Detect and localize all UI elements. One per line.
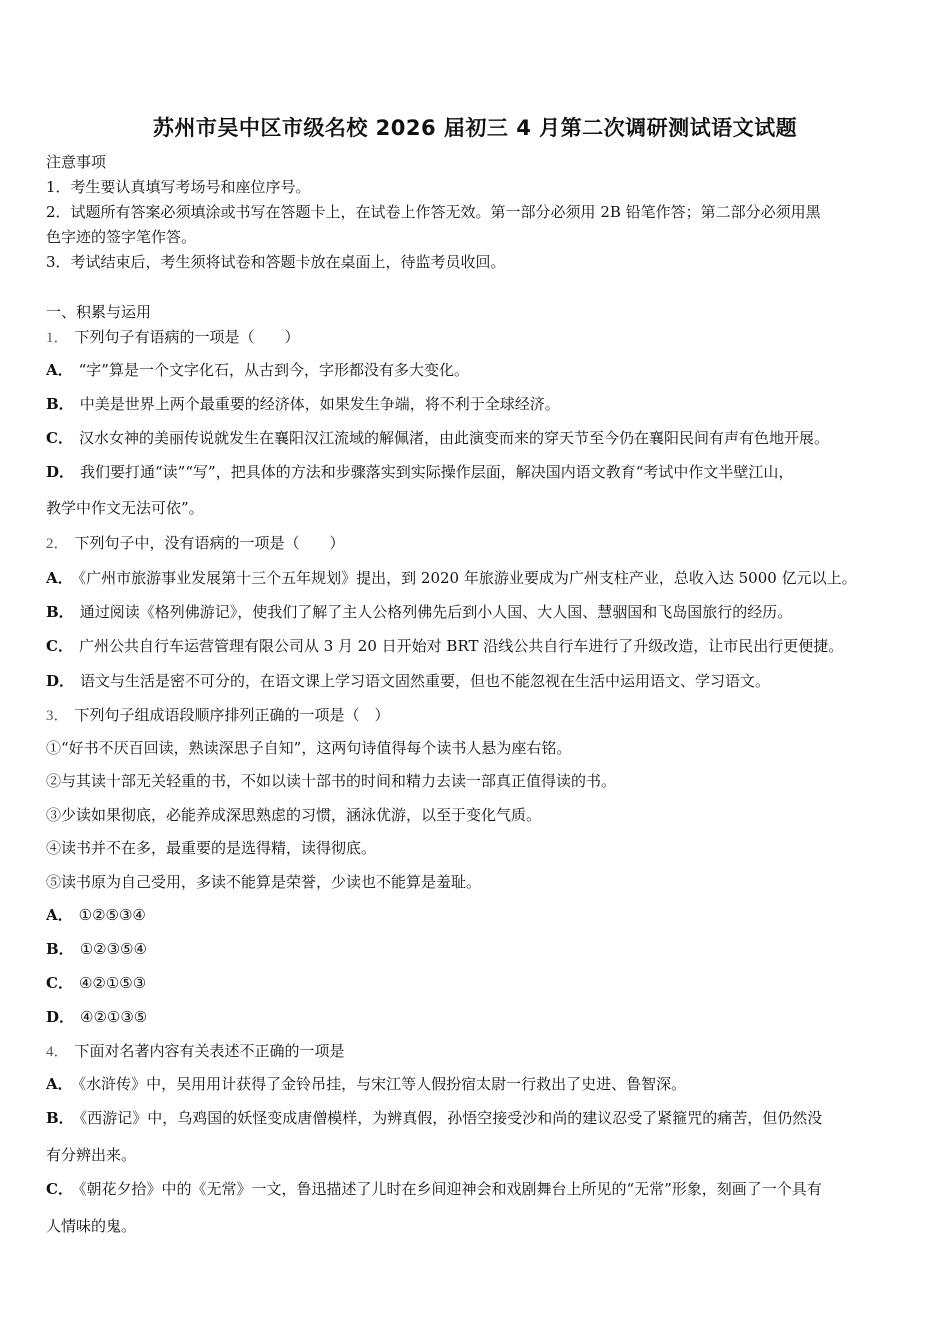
notice-item: 色字迹的签字笔作答。 xyxy=(46,228,197,246)
q4-option-b xyxy=(46,1108,908,1128)
option-text: 我们要打通“读”“写”，把具体的方法和步骤落实到实际操作层面，解决国内语文教育“考试中作文半壁江山， xyxy=(80,463,794,481)
option-label: D． xyxy=(46,463,75,481)
option-label: A． xyxy=(46,1075,73,1093)
question-number: 1． xyxy=(46,330,69,346)
option-text: 通过阅读《格列佛游记》，使我们了解了主人公格列佛先后到小人国、大人国、慧骃国和飞岛国旅行的经历。 xyxy=(79,603,793,621)
question-4-stem xyxy=(46,1041,908,1062)
q1-option-c xyxy=(46,428,908,448)
notice-item: 2．试题所有答案必须填涂或书写在答题卡上，在试卷上作答无效。第一部分必须用 2B 铅笔作答；第二部分必须用黑 xyxy=(46,203,821,221)
option-label: C． xyxy=(46,429,73,447)
question-text: 下列句子中，没有语病的一项是（ ） xyxy=(74,534,345,552)
option-label: B． xyxy=(46,395,74,413)
notice-heading: 注意事项 xyxy=(46,153,107,171)
option-text: 《广州市旅游事业发展第十三个五年规划》提出，到 2020 年旅游业要成为广州支柱产业，总收入达 5000 亿元以上。 xyxy=(78,569,857,587)
question-number: 2． xyxy=(46,536,69,552)
option-text: ①②③⑤④ xyxy=(79,940,147,958)
option-text: ①②⑤③④ xyxy=(78,906,146,924)
page-title: 苏州市吴中区市级名校 2026 届初三 4 月第二次调研测试语文试题 xyxy=(152,116,798,140)
q2-option-d xyxy=(46,671,908,691)
option-label: C． xyxy=(46,1180,73,1198)
question-text: 下列句子组成语段顺序排列正确的一项是（ ） xyxy=(74,706,390,724)
q1-option-d-continued: 教学中作文无法可依”。 xyxy=(46,499,204,517)
q4-option-c xyxy=(46,1179,908,1199)
q3-sentence: ③少读如果彻底，必能养成深思熟虑的习惯，涵泳优游，以至于变化气质。 xyxy=(46,806,542,824)
q1-option-a xyxy=(46,360,908,380)
q3-option-b xyxy=(46,939,908,959)
q4-option-a xyxy=(46,1074,908,1094)
q3-sentence: ④读书并不在多，最重要的是选得精，读得彻底。 xyxy=(46,839,377,857)
option-text: 语文与生活是密不可分的，在语文课上学习语文固然重要，但也不能忽视在生活中运用语文、学习语文。 xyxy=(80,672,771,690)
option-text: ④②①⑤③ xyxy=(78,974,147,992)
option-label: D． xyxy=(46,1008,75,1026)
option-label: B． xyxy=(46,940,74,958)
question-text: 下面对名著内容有关表述不正确的一项是 xyxy=(74,1042,345,1060)
option-label: C． xyxy=(46,974,73,992)
question-number: 3． xyxy=(46,708,69,724)
q4-option-b-continued: 有分辨出来。 xyxy=(46,1146,137,1164)
option-label: A． xyxy=(46,361,73,379)
option-text: “字”算是一个文字化石，从古到今，字形都没有多大变化。 xyxy=(78,361,469,379)
question-2-stem xyxy=(46,533,908,554)
q3-option-a xyxy=(46,905,908,925)
notice-item: 3．考试结束后，考生须将试卷和答题卡放在桌面上，待监考员收回。 xyxy=(46,253,506,271)
question-3-stem xyxy=(46,705,908,726)
q2-option-a xyxy=(46,568,908,588)
q3-option-d xyxy=(46,1007,908,1027)
option-label: A． xyxy=(46,906,73,924)
q3-sentence: ⑤读书原为自己受用，多读不能算是荣誉，少读也不能算是羞耻。 xyxy=(46,873,482,891)
q4-option-c-continued: 人情味的鬼。 xyxy=(46,1217,137,1235)
option-text: 《西游记》中，乌鸡国的妖怪变成唐僧模样，为辨真假，孙悟空接受沙和尚的建议忍受了紧箍咒的痛苦，但仍然没 xyxy=(79,1109,823,1127)
option-label: B． xyxy=(46,1109,74,1127)
q3-option-c xyxy=(46,973,908,993)
q3-sentence: ②与其读十部无关轻重的书，不如以读十部书的时间和精力去读一部真正值得读的书。 xyxy=(46,772,617,790)
q1-option-b xyxy=(46,394,908,414)
question-1-stem xyxy=(46,327,908,348)
option-label: C． xyxy=(46,637,73,655)
question-text: 下列句子有语病的一项是（ ） xyxy=(74,328,300,346)
option-text: 中美是世界上两个最重要的经济体，如果发生争端，将不利于全球经济。 xyxy=(79,395,560,413)
option-label: B． xyxy=(46,603,74,621)
section-heading: 一、积累与运用 xyxy=(46,303,152,321)
option-text: 《朝花夕拾》中的《无常》一文，鲁迅描述了儿时在乡间迎神会和戏剧舞台上所见的“无常”形象，刻画了一个具有 xyxy=(78,1180,822,1198)
q3-sentence: ①“好书不厌百回读，熟读深思子自知”，这两句诗值得每个读书人悬为座右铭。 xyxy=(46,739,572,757)
notice-item: 1．考生要认真填写考场号和座位序号。 xyxy=(46,178,311,196)
q1-option-d xyxy=(46,462,908,482)
option-text: 汉水女神的美丽传说就发生在襄阳汉江流域的解佩渚，由此演变而来的穿天节至今仍在襄阳民间有声有色地开展。 xyxy=(78,429,829,447)
question-number: 4． xyxy=(46,1044,69,1060)
option-text: 广州公共自行车运营管理有限公司从 3 月 20 日开始对 BRT 沿线公共自行车进行了升级改造，让市民出行更便捷。 xyxy=(78,637,844,655)
option-text: 《水浒传》中，吴用用计获得了金铃吊挂，与宋江等人假扮宿太尉一行救出了史进、鲁智深。 xyxy=(78,1075,687,1093)
q2-option-b xyxy=(46,602,908,622)
option-label: D． xyxy=(46,672,75,690)
option-text: ④②①③⑤ xyxy=(80,1008,148,1026)
option-label: A． xyxy=(46,569,73,587)
q2-option-c xyxy=(46,636,908,656)
